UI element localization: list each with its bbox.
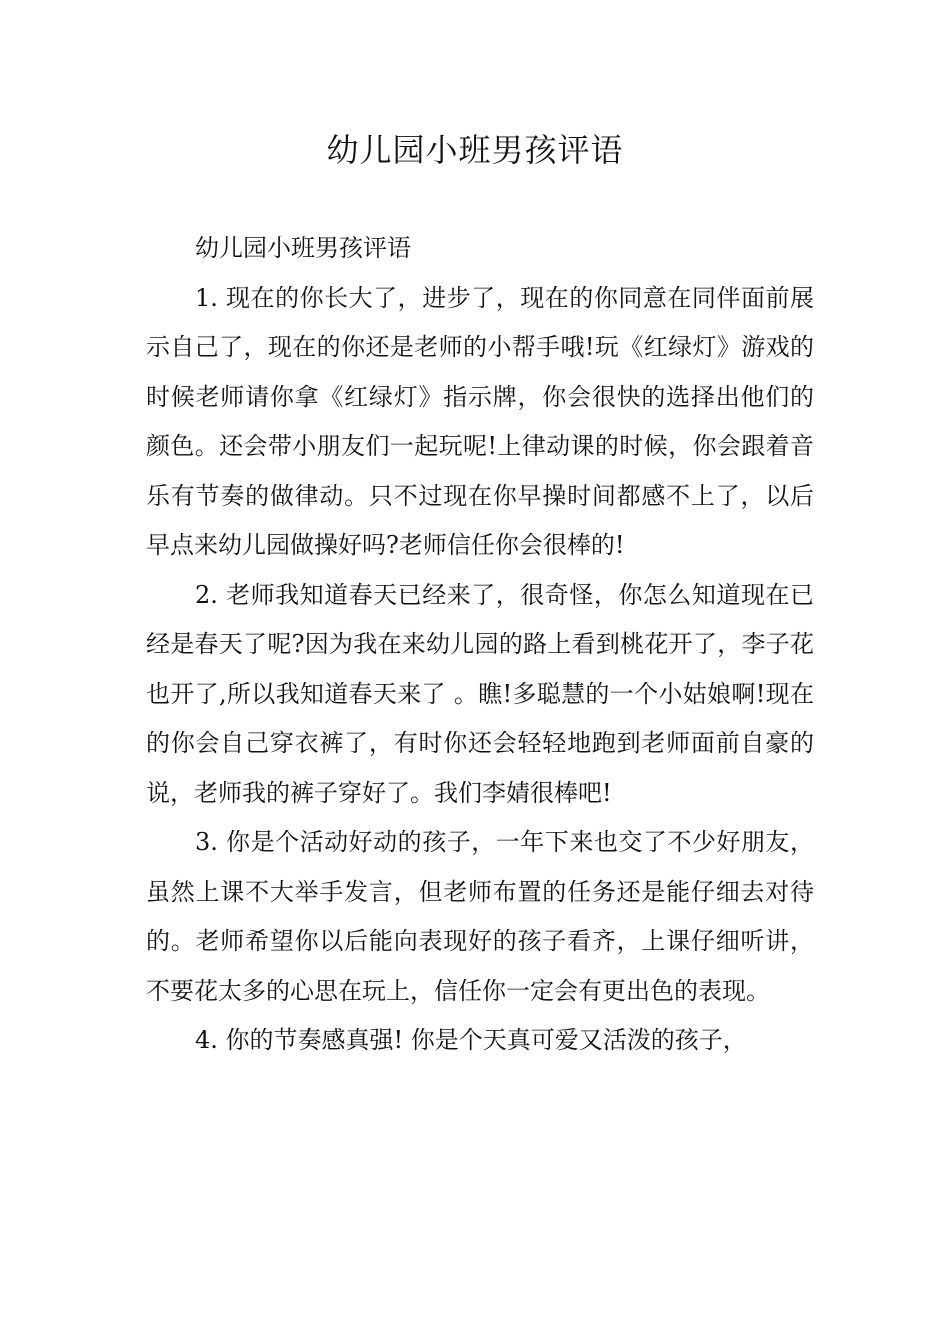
document-body <box>146 224 814 1066</box>
document-title: 幼儿园小班男孩评语 <box>326 131 624 169</box>
paragraph-3: 3. 你是个活动好动的孩子，一年下来也交了不少好朋友，虽然上课不大举手发言，但老师布置的任务还是能仔细去对待的。老师希望你以后能向表现好的孩子看齐，上课仔细听讲，不要花太多的心思在玩上，信任你一定会有更出色的表现。 <box>146 828 814 1005</box>
paragraph-2: 2. 老师我知道春天已经来了，很奇怪，你怎么知道现在已经是春天了呢?因为我在来幼儿园的路上看到桃花开了，李子花也开了,所以我知道春天来了 。瞧!多聪慧的一个小姑娘啊!现在的你会自己穿衣裤了，有时你还会轻轻地跑到老师面前自豪的说，老师我的裤子穿好了。我们李婧很棒吧! <box>146 580 814 807</box>
paragraph-4: 4. 你的节奏感真强! 你是个天真可爱又活泼的孩子， <box>195 1026 747 1054</box>
paragraph-1: 1. 现在的你长大了，进步了，现在的你同意在同伴面前展示自己了，现在的你还是老师的小帮手哦!玩《红绿灯》游戏的时候老师请你拿《红绿灯》指示牌，你会很快的选择出他们的颜色。还会带小朋友们一起玩呢!上律动课的时候，你会跟着音乐有节奏的做律动。只不过现在你早操时间都感不上了，以后早点来幼儿园做操好吗?老师信任你会很棒的! <box>146 283 814 559</box>
paragraph-subtitle: 幼儿园小班男孩评语 <box>195 234 411 262</box>
